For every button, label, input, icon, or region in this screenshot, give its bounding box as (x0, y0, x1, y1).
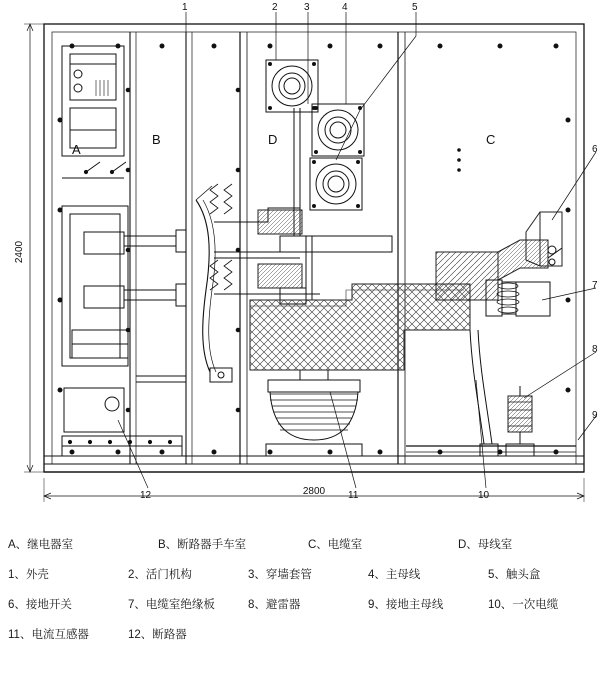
compartment-letter-d: D (268, 132, 278, 147)
legend-item-4: 4、主母线 (368, 569, 421, 581)
compartment-letter-b: B (152, 132, 161, 147)
legend-row-2 (0, 596, 616, 612)
callout-7: 7 (592, 280, 598, 291)
legend-item-d: D、母线室 (458, 539, 513, 551)
callout-6: 6 (592, 144, 598, 155)
legend-item-5: 5、触头盒 (488, 569, 541, 581)
callout-3: 3 (304, 2, 310, 13)
callout-11: 11 (348, 490, 359, 501)
legend-row-1 (0, 566, 616, 582)
callout-8: 8 (592, 344, 598, 355)
compartment-letter-c: C (486, 132, 496, 147)
legend-item-a: A、继电器室 (8, 539, 74, 551)
legend-item-2: 2、活门机构 (128, 569, 192, 581)
legend-item-7: 7、电缆室绝缘板 (128, 599, 215, 611)
dimension-width: 2800 (302, 486, 326, 497)
dimension-height: 2400 (14, 240, 25, 264)
legend (0, 522, 616, 685)
legend-row-3 (0, 626, 616, 642)
legend-item-c: C、电缆室 (308, 539, 363, 551)
compartment-letter-a: A (72, 142, 81, 157)
legend-item-9: 9、接地主母线 (368, 599, 444, 611)
callout-1: 1 (182, 2, 188, 13)
callout-2: 2 (272, 2, 278, 13)
callout-4: 4 (342, 2, 348, 13)
legend-item-11: 11、电流互感器 (8, 629, 89, 641)
callout-9: 9 (592, 410, 598, 421)
legend-item-3: 3、穿墙套管 (248, 569, 312, 581)
legend-row-letters (0, 536, 616, 552)
legend-item-10: 10、一次电缆 (488, 599, 559, 611)
legend-item-1: 1、外壳 (8, 569, 49, 581)
callout-10: 10 (478, 490, 490, 501)
legend-item-b: B、断路器手车室 (158, 539, 247, 551)
callout-12: 12 (140, 490, 152, 501)
callout-5: 5 (412, 2, 418, 13)
legend-item-8: 8、避雷器 (248, 599, 301, 611)
legend-item-12: 12、断路器 (128, 629, 187, 641)
legend-item-6: 6、接地开关 (8, 599, 72, 611)
